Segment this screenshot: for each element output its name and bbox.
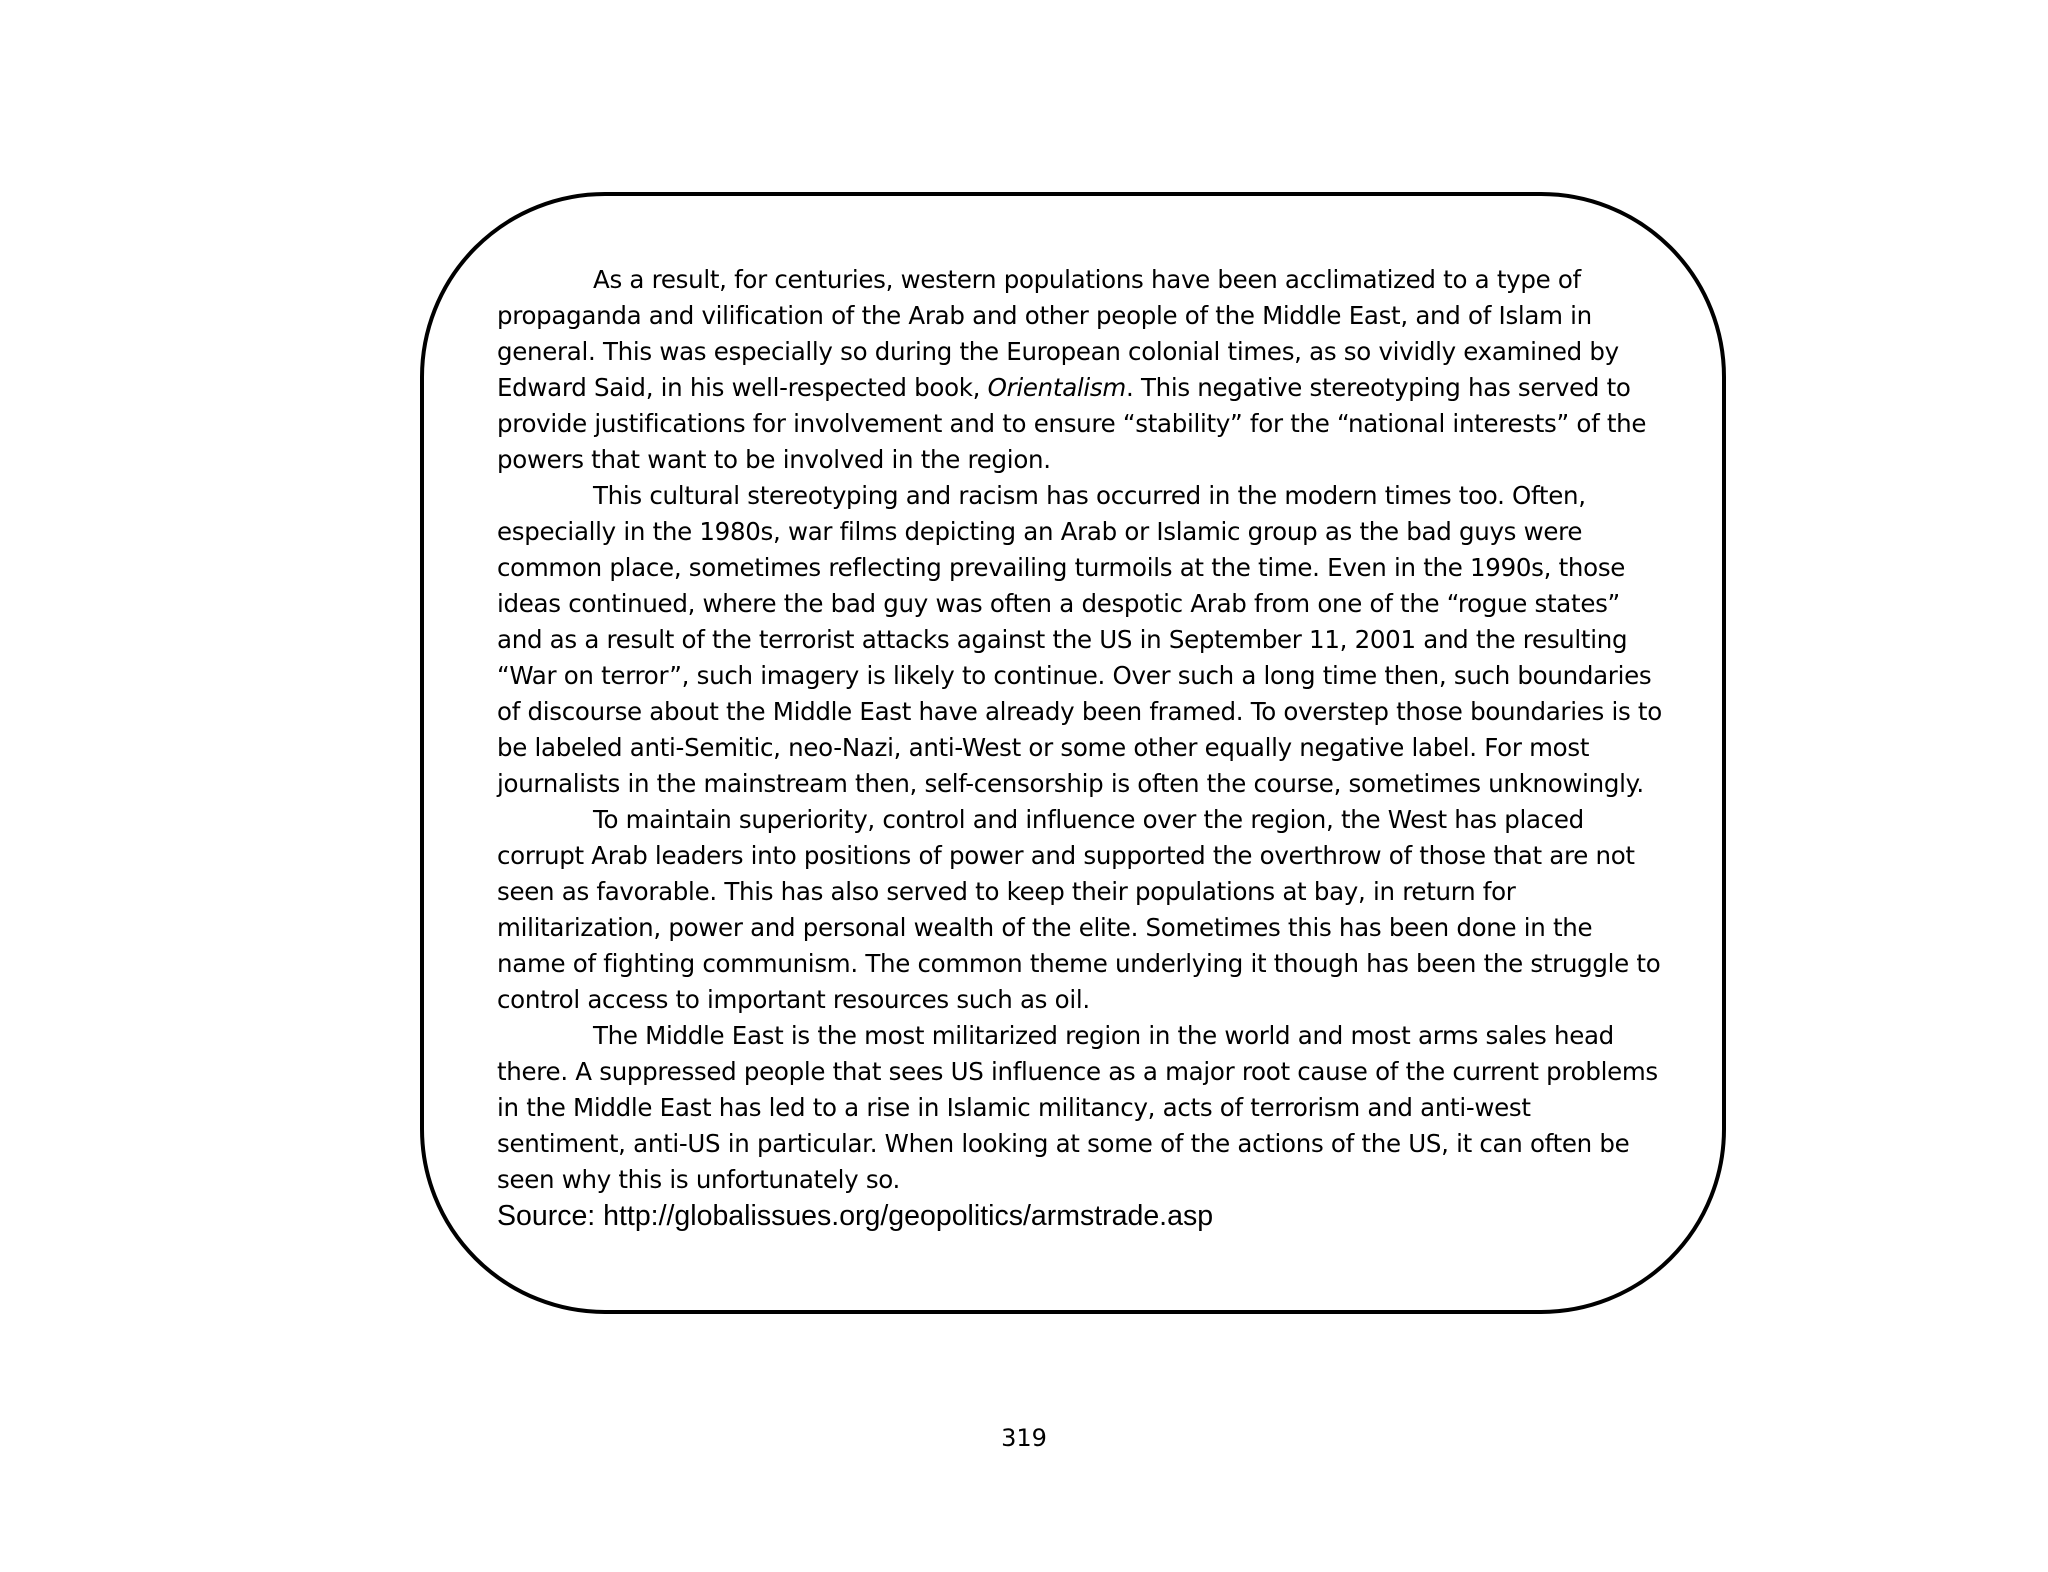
paragraph-1: [497, 262, 1665, 478]
paragraph-2: This cultural stereotyping and racism has occurred in the modern times too. Often, especially in the 1980s, war films depicting an Arab or Islamic group as the bad guys were common place, sometimes reflecting prevailing turmoils at the time. Even in the 1990s, those ideas continued, where the bad guy was often a despotic Arab from one of the “rogue states” and as a result of the terrorist attacks against the US in September 11, 2001 and the resulting “War on terror”, such imagery is likely to continue. Over such a long time then, such boundaries of discourse about the Middle East have already been framed. To overstep those boundaries is to be labeled anti-Semitic, neo-Nazi, anti-West or some other equally negative label. For most journalists in the mainstream then, self-censorship is often the course, sometimes unknowingly.: [497, 481, 1662, 798]
source-citation: Source: http://globalissues.org/geopolitics/armstrade.asp: [497, 1200, 1214, 1232]
paragraph-1-text-start: As a result, for centuries, western populations have been acclimatized to a type of propaganda and vilification of the Arab and other people of the Middle East, and of Islam in general. This was especially so during the European colonial times, as so vividly examined by Edward Said, in his well-respected book,: [497, 265, 1619, 402]
paragraph-3: To maintain superiority, control and influence over the region, the West has placed corrupt Arab leaders into positions of power and supported the overthrow of those that are not seen as favorable. This has also served to keep their populations at bay, in return for militarization, power and personal wealth of the elite. Sometimes this has been done in the name of fighting communism. The common theme underlying it though has been the struggle to control access to important resources such as oil.: [497, 805, 1661, 1014]
paragraph-1-text-end: . This negative stereotyping has served to provide justifications for involvement and to ensure “stability” for the “national interests” of the powers that want to be involved in the region.: [497, 373, 1647, 474]
quoted-passage: [497, 262, 1665, 1234]
book-title: Orientalism: [987, 373, 1126, 402]
paragraph-4: The Middle East is the most militarized region in the world and most arms sales head there. A suppressed people that sees US influence as a major root cause of the current problems in the Middle East has led to a rise in Islamic militancy, acts of terrorism and anti-west sentiment, anti-US in particular. When looking at some of the actions of the US, it can often be seen why this is unfortunately so.: [497, 1021, 1658, 1194]
page-number: 319: [1001, 1424, 1047, 1452]
